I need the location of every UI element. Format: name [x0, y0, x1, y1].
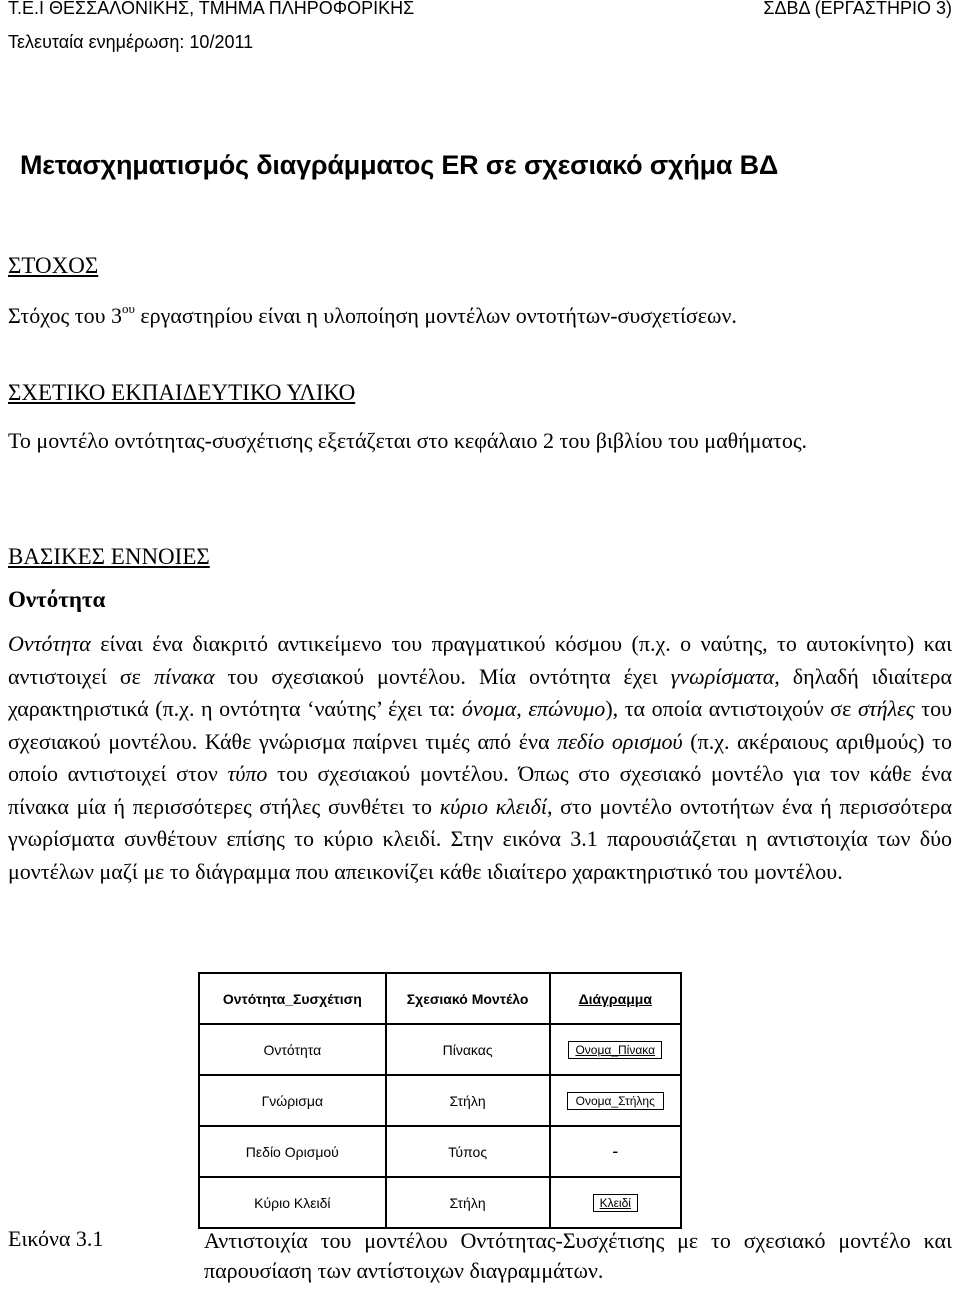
mapping-figure-table	[198, 972, 682, 1229]
diagram-cell	[550, 1024, 681, 1075]
col-header-er: Οντότητα_Συσχέτιση	[199, 973, 386, 1024]
relational-cell: Στήλη	[386, 1177, 550, 1228]
er-cell: Οντότητα	[199, 1024, 386, 1075]
header-institution: Τ.Ε.Ι ΘΕΣΣΑΛΟΝΙΚΗΣ, ΤΜΗΜΑ ΠΛΗΡΟΦΟΡΙΚΗΣ	[8, 0, 415, 18]
er-cell: Κύριο Κλειδί	[199, 1177, 386, 1228]
goal-text: Στόχος του $3^{o\upsilon}$ εργαστηρίου είναι η υλοποίηση μοντέλων οντοτήτων-συσχετίσεων.	[8, 301, 737, 328]
key-box-symbol: Κλειδί	[593, 1194, 638, 1212]
header-course: ΣΔΒΔ (ΕΡΓΑΣΤΗΡΙΟ 3)	[763, 0, 952, 18]
column-box-symbol: Ονομα_Στήλης	[567, 1092, 664, 1110]
relational-cell: Πίνακας	[386, 1024, 550, 1075]
table-row	[199, 1075, 681, 1126]
er-cell: Πεδίο Ορισμού	[199, 1126, 386, 1177]
goal-heading: ΣΤΟΧΟΣ	[8, 253, 99, 278]
table-row	[199, 1177, 681, 1228]
entity-subheading: Οντότητα	[8, 587, 106, 612]
col-header-diagram: Διάγραμμα	[550, 973, 681, 1024]
er-cell: Γνώρισμα	[199, 1075, 386, 1126]
table-row	[199, 1024, 681, 1075]
figure-caption-text: Αντιστοιχία του μοντέλου Οντότητας-Συσχέτισης με το σχεσιακό μοντέλο και παρουσίαση των αντίστοιχων διαγραμμάτων.	[204, 1228, 952, 1283]
table-row	[199, 1126, 681, 1177]
dash-symbol: -	[612, 1141, 619, 1161]
ordinal-superscript: ου	[121, 301, 135, 316]
diagram-cell	[550, 1075, 681, 1126]
concepts-heading: ΒΑΣΙΚΕΣ ΕΝΝΟΙΕΣ	[8, 544, 210, 569]
page-title: Μετασχηματισμός διαγράμματος ER σε σχεσιακό σχήμα ΒΔ	[20, 150, 779, 180]
diagram-cell	[550, 1126, 681, 1177]
last-updated: Τελευταία ενημέρωση: 10/2011	[8, 32, 254, 52]
table-box-symbol: Ονομα_Πίνακα	[568, 1041, 662, 1059]
relational-cell: Τύπος	[386, 1126, 550, 1177]
col-header-relational: Σχεσιακό Μοντέλο	[386, 973, 550, 1024]
entity-paragraph: Οντότητα είναι ένα διακριτό αντικείμενο του πραγματικού κόσμου (π.χ. ο ναύτης, το αυτοκίνητο) και αντιστοιχεί σε πίνακα του σχεσιακού μοντέλου. Μία οντότητα έχει γνωρίσματα, δηλαδή ιδιαίτερα χαρακτηριστικά (π.χ. η οντότητα ‘ναύτης’ έχει τα: όνομα, επώνυμο), τα οποία αντιστοιχούν σε στήλες του σχεσιακού μοντέλου. Κάθε γνώρισμα παίρνει τιμές από ένα πεδίο ορισμού (π.χ. ακέραιους αριθμούς) το οποίο αντιστοιχεί στον τύπο του σχεσιακού μοντέλου. Όπως στο σχεσιακό μοντέλο για τον κάθε ένα πίνακα μία ή περισσότερες στήλες συνθέτει το κύριο κλειδί, στο μοντέλο οντοτήτων ένα ή περισσότερα γνωρίσματα συνθέτουν επίσης το κύριο κλειδί. Στην εικόνα 3.1 παρουσιάζεται η αντιστοιχία των δύο μοντέλων μαζί με το διάγραμμα που απεικονίζει κάθε ιδιαίτερο χαρακτηριστικό του μοντέλου.	[8, 631, 953, 884]
relational-cell: Στήλη	[386, 1075, 550, 1126]
material-text: Το μοντέλο οντότητας-συσχέτισης εξετάζεται στο κεφάλαιο 2 του βιβλίου του μαθήματος.	[8, 428, 808, 453]
diagram-cell	[550, 1177, 681, 1228]
figure-caption-label: Εικόνα 3.1	[8, 1226, 104, 1251]
figure-header-row	[199, 973, 681, 1024]
material-heading: ΣΧΕΤΙΚΟ ΕΚΠΑΙΔΕΥΤΙΚΟ ΥΛΙΚΟ	[8, 380, 356, 405]
